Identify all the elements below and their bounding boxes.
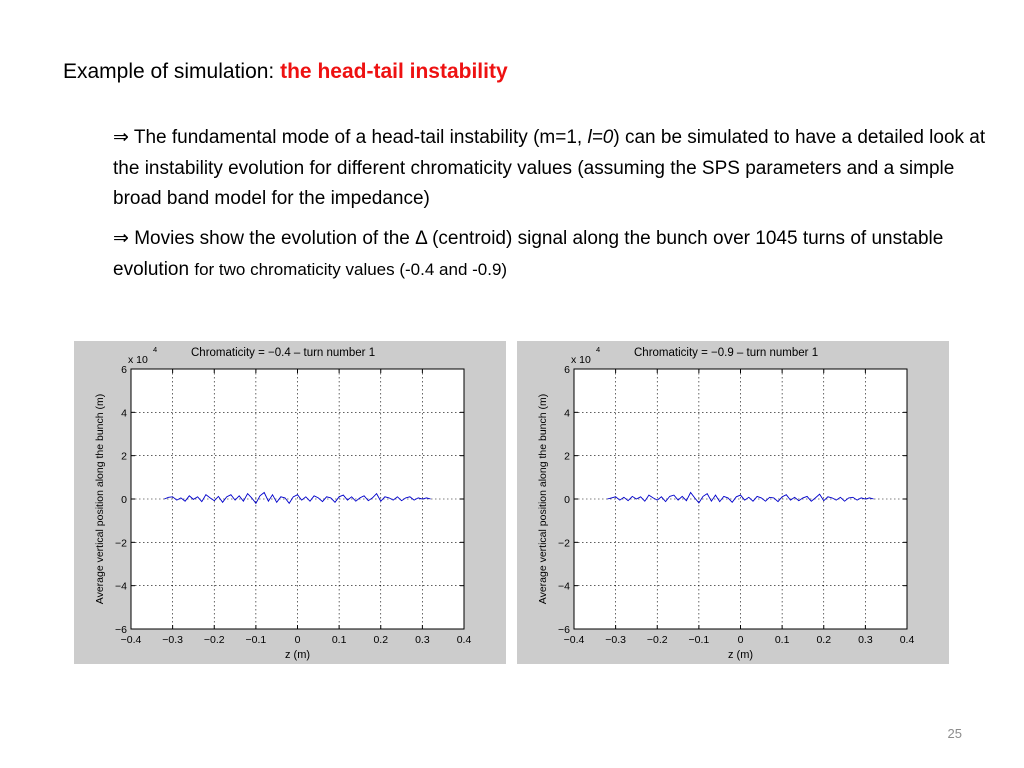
para2-text-b: (centroid) signal along the bunch over 1045 turns of unstable evolution	[113, 228, 944, 280]
y-tick-label: 4	[564, 407, 570, 420]
x-tick-label: 0.1	[774, 634, 790, 646]
y-multiplier: x 10	[571, 354, 591, 366]
y-tick-label: 0	[121, 494, 127, 506]
y-tick-label: 2	[121, 450, 127, 463]
implies-arrow-icon: ⇒	[113, 127, 129, 148]
para1-text-a: The fundamental mode of a head-tail instability (m=1,	[128, 127, 588, 148]
x-tick-label: −0.3	[605, 634, 626, 646]
y-multiplier: x 10	[128, 354, 148, 366]
para1-text-b: ) can be simulated to have a detailed look at the instability evolution for different chromaticity values (assuming the SPS parameters and a simple broad band model for the impedance)	[113, 127, 986, 209]
bullet-paragraph-1	[113, 123, 993, 215]
chart-title: Chromaticity = −0.9 – turn number 1	[634, 347, 819, 359]
para2-text-small: for two chromaticity values (-0.4 and -0.9)	[194, 259, 508, 279]
x-tick-label: −0.4	[563, 634, 585, 646]
y-tick-label: −4	[115, 580, 127, 593]
y-tick-label: −4	[558, 580, 570, 593]
x-tick-label: 0.4	[456, 634, 472, 646]
y-tick-label: 4	[121, 407, 127, 420]
x-tick-label: −0.2	[203, 634, 225, 646]
y-tick-label: 6	[121, 364, 127, 376]
x-axis-label: z (m)	[727, 649, 754, 661]
chart-right	[517, 341, 949, 664]
x-tick-label: −0.1	[688, 634, 710, 646]
x-tick-label: 0	[294, 634, 301, 646]
y-multiplier-exponent: 4	[596, 345, 601, 354]
title-prefix: Example of simulation:	[63, 60, 281, 83]
y-multiplier-exponent: 4	[153, 345, 158, 354]
para1-mode-l: l=0	[587, 127, 614, 148]
x-tick-label: −0.1	[245, 634, 267, 646]
y-tick-label: −2	[558, 537, 570, 550]
x-tick-label: 0.4	[899, 634, 915, 646]
x-tick-label: 0	[737, 634, 744, 646]
y-tick-label: 6	[564, 364, 570, 376]
delta-symbol: Δ	[415, 228, 427, 249]
y-axis-label: Average vertical position along the bunch (m)	[537, 393, 549, 605]
chart-left	[74, 341, 506, 664]
x-tick-label: 0.1	[331, 634, 347, 646]
page-number: 25	[947, 726, 962, 741]
x-tick-label: −0.3	[162, 634, 183, 646]
y-tick-label: 2	[564, 450, 570, 463]
y-tick-label: −6	[115, 624, 127, 636]
x-tick-label: 0.2	[373, 634, 389, 646]
para2-text-a: Movies show the evolution of the	[128, 228, 416, 249]
plot-panel-right	[517, 341, 949, 664]
title-emphasis: the head-tail instability	[280, 60, 508, 83]
x-tick-label: −0.4	[120, 634, 142, 646]
x-tick-label: 0.2	[816, 634, 832, 646]
y-axis-label: Average vertical position along the bunch (m)	[94, 393, 106, 605]
x-tick-label: −0.2	[646, 634, 668, 646]
y-tick-label: 0	[564, 494, 570, 506]
x-axis-label: z (m)	[284, 649, 311, 661]
slide-title	[63, 60, 508, 84]
x-tick-label: 0.3	[415, 634, 430, 646]
y-tick-label: −2	[115, 537, 127, 550]
implies-arrow-icon: ⇒	[113, 228, 129, 249]
plot-panel-left	[74, 341, 506, 664]
bullet-paragraph-2	[113, 224, 993, 285]
y-tick-label: −6	[558, 624, 570, 636]
x-tick-label: 0.3	[858, 634, 873, 646]
chart-title: Chromaticity = −0.4 – turn number 1	[191, 347, 376, 359]
